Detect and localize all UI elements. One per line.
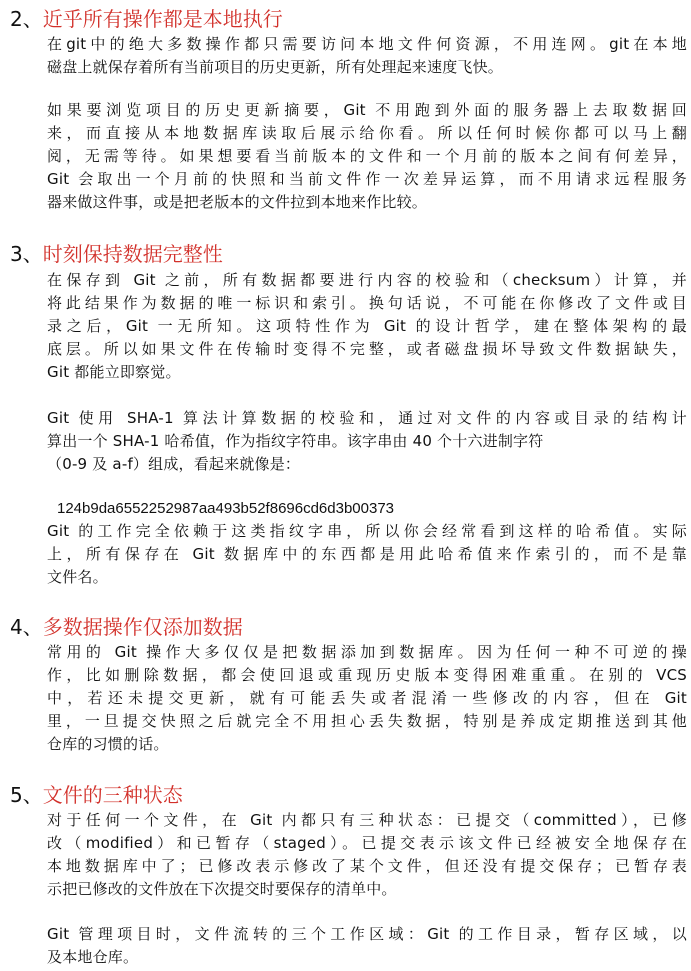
- text-line: 阅，无需等待。如果想要看当前版本的文件和一个月前的版本之间有何差异，: [47, 147, 687, 165]
- text-line: 录之后，Git 一无所知。这项特性作为 Git 的设计哲学，建在整体架构的最: [47, 317, 687, 335]
- text-line: 本地数据库中了；已修改表示修改了某个文件，但还没有提交保存；已暂存表: [47, 857, 687, 875]
- text-line: 上，所有保存在 Git 数据库中的东西都是用此哈希值来作索引的，而不是靠: [47, 545, 687, 563]
- text-line: 文件名。: [47, 568, 108, 586]
- text-line: Git 的工作完全依赖于这类指纹字串，所以你会经常看到这样的哈希值。实际: [47, 522, 687, 540]
- paragraph: [47, 99, 687, 214]
- text-line: 改（modified）和已暂存（staged）。已提交表示该文件已经被安全地保存在: [47, 834, 687, 852]
- section-title: 时刻保持数据完整性: [42, 241, 223, 266]
- text-line: 示把已修改的文件放在下次提交时要保存的清单中。: [47, 880, 397, 898]
- text-line: （0-9 及 a-f）组成，看起来就像是：: [47, 455, 301, 473]
- section-number: 2、: [10, 6, 43, 31]
- text-line: 及本地仓库。: [47, 948, 139, 966]
- paragraph: [47, 641, 687, 756]
- text-line: 对于任何一个文件，在 Git 内都只有三种状态：已提交（committed），已修: [47, 811, 687, 829]
- text-line: 来，而直接从本地数据库读取后展示给你看。所以任何时候你都可以马上翻: [47, 124, 687, 142]
- text-line: Git 管理项目时，文件流转的三个工作区域：Git 的工作目录，暂存区域，以: [47, 925, 687, 943]
- text-line: 作，比如删除数据，都会使回退或重现历史版本变得困难重重。在别的 VCS: [47, 666, 687, 684]
- section-heading-three-states: [10, 778, 183, 808]
- section-title: 近乎所有操作都是本地执行: [42, 6, 283, 31]
- text-line: Git 使用 SHA-1 算法计算数据的校验和，通过对文件的内容或目录的结构计: [47, 409, 687, 427]
- paragraph: [47, 407, 687, 476]
- text-line: 仓库的习惯的话。: [47, 735, 169, 753]
- text-line: 在git中的绝大多数操作都只需要访问本地文件何资源，不用连网。git在本地: [47, 35, 687, 53]
- section-heading-add-only: [10, 610, 243, 640]
- text-line: Git 会取出一个月前的快照和当前文件作一次差异运算，而不用请求远程服务: [47, 170, 687, 188]
- section-number: 4、: [10, 614, 43, 639]
- section-heading-local-operations: [10, 2, 283, 32]
- section-number: 3、: [10, 241, 43, 266]
- section-title: 文件的三种状态: [42, 782, 183, 807]
- paragraph: [47, 923, 687, 969]
- text-line: 在保存到 Git 之前，所有数据都要进行内容的校验和（checksum）计算，并: [47, 271, 687, 289]
- paragraph: [47, 269, 687, 384]
- section-heading-data-integrity: [10, 237, 223, 267]
- paragraph: [47, 520, 687, 589]
- text-line: 将此结果作为数据的唯一标识和索引。换句话说，不可能在你修改了文件或目: [47, 294, 687, 312]
- sha1-hash-example: 124b9da6552252987aa493b52f8696cd6d3b00373: [57, 500, 395, 517]
- paragraph: [47, 33, 687, 79]
- text-line: 如果要浏览项目的历史更新摘要，Git 不用跑到外面的服务器上去取数据回: [47, 101, 687, 119]
- text-line: 常用的 Git 操作大多仅仅是把数据添加到数据库。因为任何一种不可逆的操: [47, 643, 687, 661]
- paragraph: [47, 809, 687, 901]
- text-line: Git 都能立即察觉。: [47, 363, 181, 381]
- text-line: 底层。所以如果文件在传输时变得不完整，或者磁盘损坏导致文件数据缺失，: [47, 340, 687, 358]
- text-line: 算出一个 SHA-1 哈希值，作为指纹字符串。该字串由 40 个十六进制字符: [47, 432, 544, 450]
- text-line: 器来做这件事，或是把老版本的文件拉到本地来作比较。: [47, 193, 428, 211]
- text-line: 中，若还未提交更新，就有可能丢失或者混淆一些修改的内容，但在 Git: [47, 689, 687, 707]
- text-line: 里，一旦提交快照之后就完全不用担心丢失数据，特别是养成定期推送到其他: [47, 712, 687, 730]
- section-number: 5、: [10, 782, 43, 807]
- text-line: 磁盘上就保存着所有当前项目的历史更新，所有处理起来速度飞快。: [47, 58, 504, 76]
- section-title: 多数据操作仅添加数据: [42, 614, 243, 639]
